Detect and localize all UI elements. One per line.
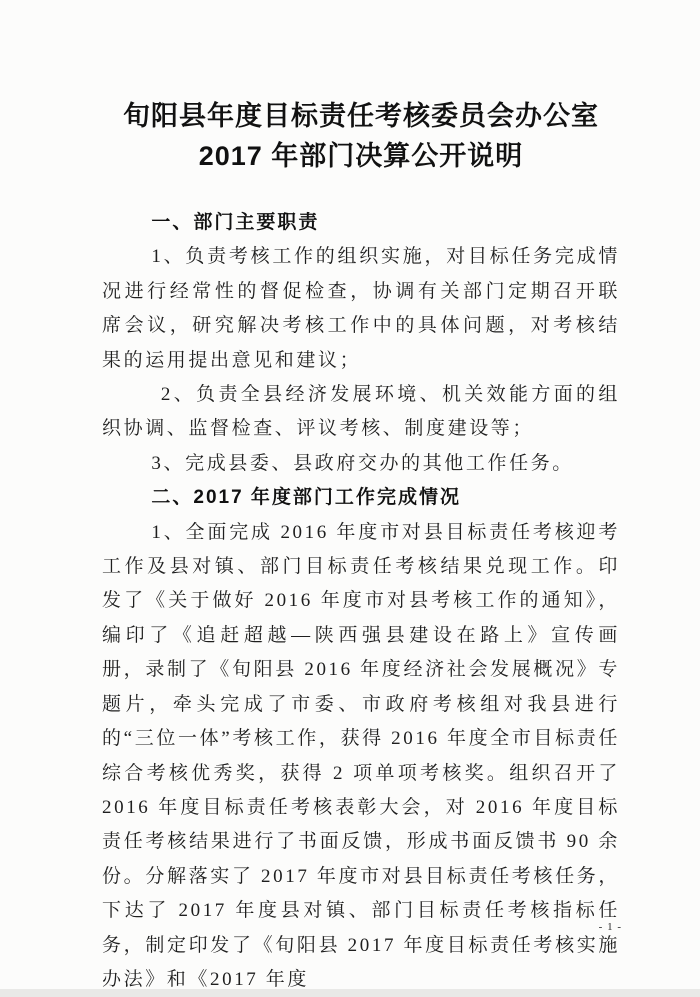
paragraph-duty-3: 3、完成县委、县政府交办的其他工作任务。 xyxy=(151,452,574,474)
paragraph-duty-1: 1、负责考核工作的组织实施，对目标任务完成情况进行经常性的督促检查，协调有关部门定期召开联席会议，研究解决考核工作中的具体问题，对考核结果的运用提出意见和建议； xyxy=(102,246,620,371)
document-title xyxy=(102,96,620,176)
section-heading-main-duties: 一、部门主要职责 xyxy=(151,212,320,233)
document-title-line-2: 2017 年部门决算公开说明 xyxy=(198,141,524,171)
page-number: - 1 - xyxy=(598,921,622,933)
document-title-line-1: 旬阳县年度目标责任考核委员会办公室 xyxy=(123,101,599,131)
document-body xyxy=(102,206,620,997)
paragraph-duty-2: 2、负责全县经济发展环境、机关效能方面的组织协调、监督检查、评议考核、制度建设等； xyxy=(102,384,620,440)
section-heading-2017-work-completion: 二、2017 年度部门工作完成情况 xyxy=(151,487,461,509)
paragraph-work-completion-1: 1、全面完成 2016 年度市对县目标责任考核迎考工作及县对镇、部门目标责任考核结果兑现工作。印发了《关于做好 2016 年度市对县考核工作的通知》，编印了《追赶超越—陕西强县建设在路上》宣传画册，录制了《旬阳县 2016 年度经济社会发展概况》专题片，牵头完成了市委、市政府考核组对我县进行的“三位一体”考核工作，获得 2016 年度全市目标责任综合考核优秀奖，获得 2 项单项考核奖。组织召开了 2016 年度目标责任考核表彰大会，对 2016 年度目标责任考核结果进行了书面反馈，形成书面反馈书 90 余份。分解落实了 2017 年度市对县目标责任考核任务，下达了 2017 年度县对镇、部门目标责任考核指标任务，制定印发了《旬阳县 2017 年度目标责任考核实施办法》和《2017 年度 xyxy=(102,521,620,990)
